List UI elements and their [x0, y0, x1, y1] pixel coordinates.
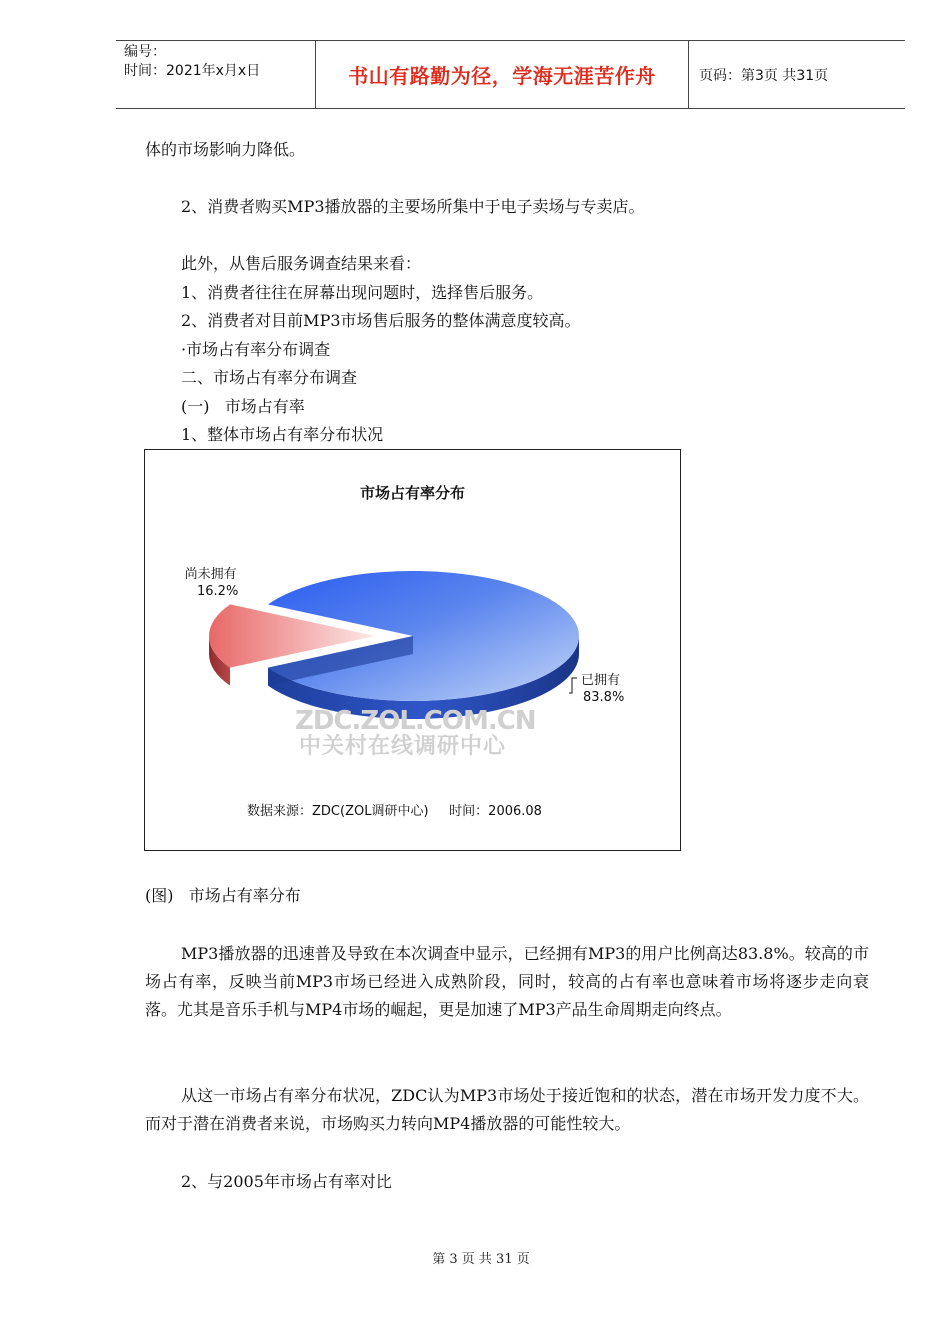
slice-label-owned	[581, 672, 624, 706]
header-meta	[116, 41, 316, 108]
slice-label-not-owned	[183, 566, 238, 600]
page-footer: 第 3 页 共 31 页	[432, 1252, 530, 1267]
watermark	[295, 708, 536, 760]
watermark-line-1: ZDC.ZOL.COM.CN	[295, 706, 536, 736]
pie-chart-svg	[145, 450, 682, 852]
body-line-3: 此外，从售后服务调查结果来看：	[181, 254, 422, 273]
paragraph-2: 从这一市场占有率分布状况，ZDC认为MP3市场处于接近饱和的状态，潜在市场开发力度不大。而对于潜在消费者来说，市场购买力转向MP4播放器的可能性较大。	[145, 1086, 869, 1133]
subsection-heading: (一) 市场占有率	[181, 397, 305, 416]
slice-label-not-owned-name: 尚未拥有	[184, 567, 237, 582]
header-motto: 书山有路勤为径，学海无涯苦作舟	[316, 41, 689, 108]
item-heading: 1、整体市场占有率分布状况	[181, 425, 384, 444]
header-page-info: 页码：第3页 共31页	[699, 67, 829, 84]
slice-label-owned-value: 83.8%	[583, 690, 625, 705]
header-number: 编号：	[124, 44, 166, 60]
figure-caption: (图) 市场占有率分布	[145, 886, 301, 905]
item-heading-2: 2、与2005年市场占有率对比	[181, 1172, 392, 1191]
slice-label-owned-name: 已拥有	[581, 673, 621, 688]
body-line-5: 2、消费者对目前MP3市场售后服务的整体满意度较高。	[181, 311, 581, 330]
page-header	[116, 40, 905, 109]
body-line-1: 体的市场影响力降低。	[145, 140, 306, 159]
watermark-line-2: 中关村在线调研中心	[299, 734, 507, 759]
header-time: 时间：2021年x月x日	[124, 63, 261, 79]
section-heading: 二、市场占有率分布调查	[181, 368, 358, 387]
paragraph-1: MP3播放器的迅速普及导致在本次调查中显示，已经拥有MP3的用户比例高达83.8%。较高的市场占有率，反映当前MP3市场已经进入成熟阶段，同时，较高的占有率也意味着市场将逐步走向衰落。尤其是音乐手机与MP4市场的崛起，更是加速了MP3产品生命周期走向终点。	[145, 944, 869, 1019]
leader-line	[569, 678, 577, 693]
body-line-6: ·市场占有率分布调查	[181, 340, 331, 359]
body-line-4: 1、消费者往往在屏幕出现问题时，选择售后服务。	[181, 283, 544, 302]
pie-chart	[144, 449, 681, 851]
body-line-2: 2、消费者购买MP3播放器的主要场所集中于电子卖场与专卖店。	[181, 197, 645, 216]
chart-title: 市场占有率分布	[359, 484, 465, 502]
chart-source: 数据来源：ZDC(ZOL调研中心) 时间：2006.08	[247, 804, 542, 819]
slice-label-not-owned-value: 16.2%	[197, 584, 239, 599]
